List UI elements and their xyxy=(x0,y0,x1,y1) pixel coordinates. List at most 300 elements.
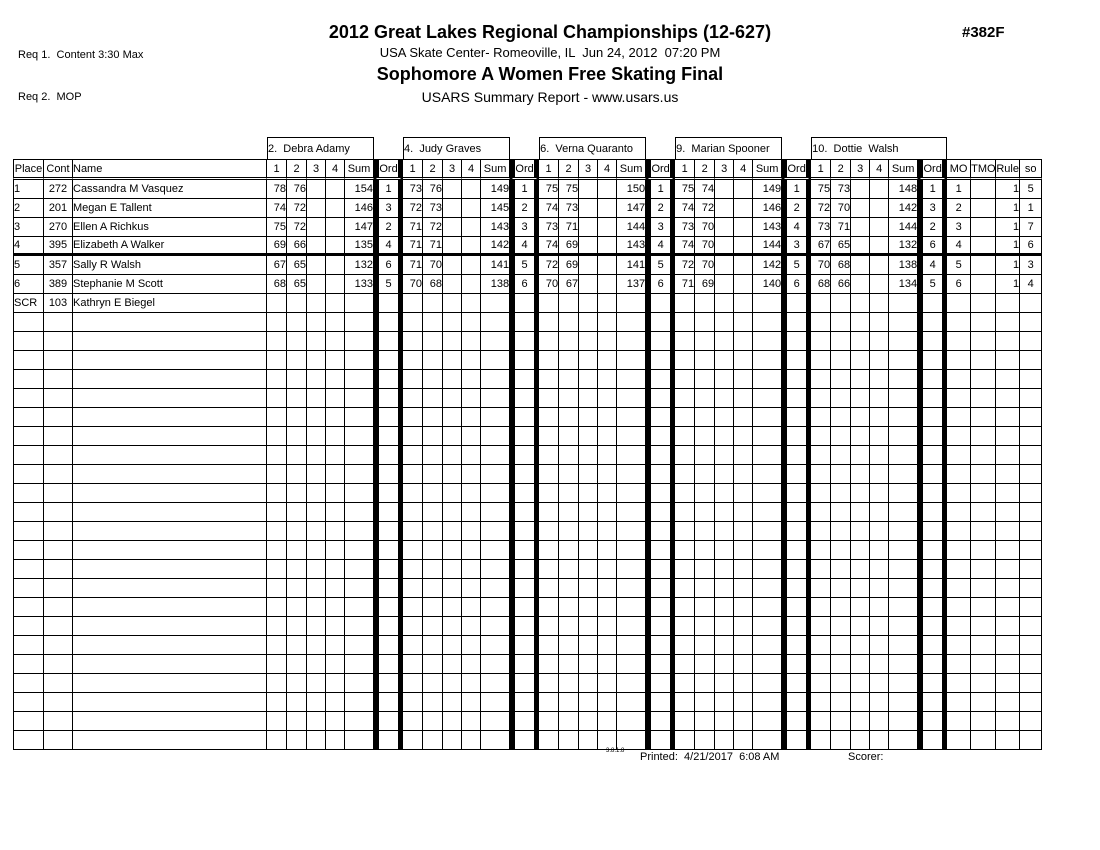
sum-cell xyxy=(481,351,510,370)
ordinal-cell xyxy=(918,313,947,332)
score-cell xyxy=(811,636,831,655)
rule-cell: 1 xyxy=(996,275,1020,294)
ordinal-cell: 1 xyxy=(646,180,675,199)
sum-cell xyxy=(889,389,918,408)
score-cell xyxy=(851,408,870,427)
score-cell xyxy=(734,294,753,313)
score-cell xyxy=(443,180,462,199)
score-cell xyxy=(559,351,579,370)
req-line-2: Req 2. MOP xyxy=(18,91,82,103)
sum-cell xyxy=(345,693,374,712)
score-cell xyxy=(598,655,617,674)
score-cell xyxy=(443,636,462,655)
score-cell xyxy=(831,294,851,313)
score-cell xyxy=(559,408,579,427)
score-cell xyxy=(715,427,734,446)
ordinal-cell xyxy=(374,712,403,731)
score-cell xyxy=(423,560,443,579)
tmo-cell xyxy=(971,389,996,408)
sum-cell: 142 xyxy=(481,237,510,256)
cont-number-cell: 201 xyxy=(44,199,73,218)
sum-cell xyxy=(481,712,510,731)
sum-cell: 149 xyxy=(753,180,782,199)
score-cell xyxy=(598,674,617,693)
score-cell xyxy=(598,712,617,731)
sum-cell xyxy=(753,332,782,351)
score-cell xyxy=(423,674,443,693)
score-cell xyxy=(326,579,345,598)
score-cell xyxy=(870,465,889,484)
score-cell xyxy=(287,389,307,408)
col-header-score: Sum xyxy=(345,159,374,180)
ordinal-cell: 4 xyxy=(646,237,675,256)
ordinal-cell xyxy=(510,389,539,408)
ordinal-cell: 2 xyxy=(510,199,539,218)
col-header-score: Sum xyxy=(889,159,918,180)
ordinal-cell xyxy=(646,636,675,655)
score-cell xyxy=(267,674,287,693)
rule-cell xyxy=(996,731,1020,750)
score-cell xyxy=(695,465,715,484)
score-cell xyxy=(695,427,715,446)
ordinal-cell: 1 xyxy=(374,180,403,199)
score-cell xyxy=(695,731,715,750)
score-cell xyxy=(267,332,287,351)
ordinal-cell xyxy=(510,427,539,446)
ordinal-cell xyxy=(510,560,539,579)
score-cell xyxy=(462,617,481,636)
score-cell: 70 xyxy=(811,256,831,275)
score-cell xyxy=(598,332,617,351)
rule-cell xyxy=(996,294,1020,313)
ordinal-cell xyxy=(646,408,675,427)
score-cell xyxy=(870,332,889,351)
score-cell: 72 xyxy=(403,199,423,218)
score-cell xyxy=(695,484,715,503)
ordinal-cell xyxy=(918,465,947,484)
score-cell: 68 xyxy=(423,275,443,294)
sum-cell xyxy=(889,522,918,541)
score-cell xyxy=(598,294,617,313)
score-cell xyxy=(851,598,870,617)
score-cell xyxy=(539,579,559,598)
sum-cell xyxy=(481,313,510,332)
ordinal-cell xyxy=(510,370,539,389)
score-cell xyxy=(443,218,462,237)
score-cell xyxy=(851,503,870,522)
score-cell xyxy=(307,465,326,484)
score-cell xyxy=(443,408,462,427)
score-cell xyxy=(403,427,423,446)
score-cell xyxy=(423,598,443,617)
place-cell xyxy=(13,693,44,712)
score-cell xyxy=(403,674,423,693)
score-cell xyxy=(579,218,598,237)
sum-cell xyxy=(889,636,918,655)
sum-cell: 144 xyxy=(889,218,918,237)
score-cell xyxy=(695,579,715,598)
score-cell xyxy=(267,313,287,332)
sum-cell xyxy=(345,484,374,503)
ordinal-cell: 4 xyxy=(782,218,811,237)
so-cell xyxy=(1020,731,1042,750)
score-cell: 73 xyxy=(403,180,423,199)
score-cell xyxy=(443,693,462,712)
score-cell xyxy=(307,275,326,294)
sum-cell xyxy=(481,579,510,598)
score-cell xyxy=(598,560,617,579)
score-cell xyxy=(831,674,851,693)
so-cell xyxy=(1020,636,1042,655)
rule-cell xyxy=(996,484,1020,503)
score-cell: 73 xyxy=(811,218,831,237)
score-cell xyxy=(326,256,345,275)
mo-cell xyxy=(947,674,971,693)
ordinal-cell xyxy=(374,598,403,617)
score-cell xyxy=(462,389,481,408)
score-cell xyxy=(598,180,617,199)
score-cell xyxy=(267,560,287,579)
header-spacer xyxy=(13,137,267,159)
score-cell xyxy=(403,560,423,579)
sum-cell xyxy=(617,693,646,712)
ordinal-cell xyxy=(918,408,947,427)
sum-cell: 144 xyxy=(617,218,646,237)
score-cell xyxy=(734,275,753,294)
skater-name-cell xyxy=(73,446,267,465)
tmo-cell xyxy=(971,370,996,389)
sum-cell xyxy=(481,465,510,484)
score-cell: 70 xyxy=(695,218,715,237)
col-header-tail: MO xyxy=(947,159,971,180)
score-cell xyxy=(851,313,870,332)
place-cell: 1 xyxy=(13,180,44,199)
sum-cell xyxy=(617,389,646,408)
tmo-cell xyxy=(971,636,996,655)
sum-cell xyxy=(481,427,510,446)
sum-cell xyxy=(753,446,782,465)
so-cell xyxy=(1020,503,1042,522)
championship-title: 2012 Great Lakes Regional Championships (12-627) xyxy=(328,22,772,42)
score-cell xyxy=(307,389,326,408)
score-cell xyxy=(559,731,579,750)
score-cell xyxy=(403,465,423,484)
score-cell xyxy=(403,693,423,712)
score-cell xyxy=(831,389,851,408)
score-cell xyxy=(403,617,423,636)
mo-cell: 5 xyxy=(947,256,971,275)
score-cell xyxy=(675,712,695,731)
ordinal-cell xyxy=(646,389,675,408)
score-cell xyxy=(443,389,462,408)
ordinal-cell xyxy=(374,522,403,541)
tmo-cell xyxy=(971,332,996,351)
score-cell xyxy=(870,237,889,256)
ordinal-cell: 5 xyxy=(510,256,539,275)
score-cell xyxy=(287,636,307,655)
score-cell xyxy=(579,256,598,275)
score-cell: 73 xyxy=(559,199,579,218)
report-type-line: USARS Summary Report - www.usars.us xyxy=(421,89,679,105)
score-cell xyxy=(539,389,559,408)
cont-number-cell xyxy=(44,465,73,484)
skater-name-cell: Elizabeth A Walker xyxy=(73,237,267,256)
score-cell xyxy=(695,408,715,427)
ordinal-cell xyxy=(510,294,539,313)
score-cell xyxy=(734,617,753,636)
score-cell xyxy=(715,237,734,256)
so-cell xyxy=(1020,465,1042,484)
score-cell xyxy=(539,522,559,541)
cont-number-cell xyxy=(44,674,73,693)
col-header-score: Sum xyxy=(753,159,782,180)
skater-name-cell xyxy=(73,427,267,446)
sum-cell xyxy=(345,579,374,598)
score-cell xyxy=(267,465,287,484)
mo-cell xyxy=(947,541,971,560)
score-cell xyxy=(851,427,870,446)
rule-cell xyxy=(996,655,1020,674)
score-cell xyxy=(851,332,870,351)
score-cell xyxy=(870,275,889,294)
score-cell xyxy=(326,294,345,313)
place-cell xyxy=(13,579,44,598)
sum-cell xyxy=(889,446,918,465)
score-cell xyxy=(831,313,851,332)
score-cell xyxy=(559,617,579,636)
col-header-score: 3 xyxy=(715,159,734,180)
rule-cell xyxy=(996,408,1020,427)
sum-cell xyxy=(345,712,374,731)
score-cell xyxy=(831,370,851,389)
rule-cell xyxy=(996,389,1020,408)
score-cell xyxy=(579,351,598,370)
col-header-tail: TMO xyxy=(971,159,996,180)
cont-number-cell xyxy=(44,408,73,427)
score-cell xyxy=(715,579,734,598)
score-cell xyxy=(851,351,870,370)
score-cell xyxy=(307,427,326,446)
score-cell: 70 xyxy=(695,237,715,256)
sum-cell: 138 xyxy=(481,275,510,294)
rule-cell xyxy=(996,636,1020,655)
sum-cell xyxy=(617,294,646,313)
score-cell xyxy=(267,579,287,598)
score-cell xyxy=(675,560,695,579)
score-cell xyxy=(326,275,345,294)
ordinal-cell xyxy=(918,541,947,560)
ordinal-cell xyxy=(646,731,675,750)
cont-number-cell xyxy=(44,598,73,617)
ordinal-cell xyxy=(510,313,539,332)
ordinal-cell: 1 xyxy=(510,180,539,199)
score-cell xyxy=(539,503,559,522)
score-cell xyxy=(267,636,287,655)
ordinal-cell xyxy=(646,579,675,598)
score-cell xyxy=(462,503,481,522)
score-cell xyxy=(326,674,345,693)
score-cell: 72 xyxy=(539,256,559,275)
ordinal-cell: 4 xyxy=(918,256,947,275)
score-cell xyxy=(734,313,753,332)
sum-cell xyxy=(481,370,510,389)
skater-name-cell xyxy=(73,693,267,712)
ordinal-cell xyxy=(374,294,403,313)
sum-cell xyxy=(345,503,374,522)
sum-cell: 133 xyxy=(345,275,374,294)
col-header-score: 3 xyxy=(851,159,870,180)
mo-cell xyxy=(947,465,971,484)
score-cell xyxy=(326,370,345,389)
score-cell xyxy=(462,218,481,237)
score-cell xyxy=(675,674,695,693)
score-cell xyxy=(598,351,617,370)
mo-cell xyxy=(947,617,971,636)
ordinal-cell xyxy=(782,370,811,389)
place-cell xyxy=(13,427,44,446)
score-cell xyxy=(870,294,889,313)
mo-cell xyxy=(947,427,971,446)
score-cell xyxy=(675,636,695,655)
col-header-tail: so xyxy=(1020,159,1042,180)
score-cell xyxy=(734,484,753,503)
score-cell xyxy=(423,351,443,370)
score-cell xyxy=(734,674,753,693)
score-cell xyxy=(851,541,870,560)
so-cell xyxy=(1020,408,1042,427)
skater-name-cell xyxy=(73,370,267,389)
score-cell xyxy=(403,598,423,617)
score-cell xyxy=(559,579,579,598)
score-cell xyxy=(579,541,598,560)
ordinal-cell xyxy=(510,636,539,655)
score-cell xyxy=(307,541,326,560)
score-cell xyxy=(715,408,734,427)
place-cell xyxy=(13,332,44,351)
col-header-score: 1 xyxy=(539,159,559,180)
score-cell xyxy=(831,560,851,579)
score-cell xyxy=(423,655,443,674)
skater-name-cell xyxy=(73,351,267,370)
score-cell xyxy=(307,294,326,313)
score-cell xyxy=(443,503,462,522)
tmo-cell xyxy=(971,579,996,598)
ordinal-cell xyxy=(782,617,811,636)
so-cell: 4 xyxy=(1020,275,1042,294)
mo-cell xyxy=(947,693,971,712)
ordinal-cell xyxy=(782,560,811,579)
score-cell xyxy=(734,332,753,351)
score-cell xyxy=(403,446,423,465)
score-cell: 71 xyxy=(403,237,423,256)
sum-cell xyxy=(617,332,646,351)
ordinal-cell xyxy=(918,503,947,522)
score-cell xyxy=(423,446,443,465)
score-cell xyxy=(403,579,423,598)
score-cell xyxy=(598,256,617,275)
sum-cell xyxy=(617,503,646,522)
ordinal-cell: 5 xyxy=(918,275,947,294)
score-cell xyxy=(695,351,715,370)
mo-cell xyxy=(947,484,971,503)
score-cell xyxy=(307,503,326,522)
place-cell: 6 xyxy=(13,275,44,294)
score-cell: 69 xyxy=(559,237,579,256)
score-cell xyxy=(579,522,598,541)
place-cell xyxy=(13,655,44,674)
score-cell xyxy=(559,693,579,712)
place-cell xyxy=(13,351,44,370)
score-cell xyxy=(443,199,462,218)
sum-cell xyxy=(889,332,918,351)
sum-cell: 137 xyxy=(617,275,646,294)
ordinal-cell xyxy=(782,731,811,750)
cont-number-cell xyxy=(44,313,73,332)
score-cell xyxy=(462,541,481,560)
score-cell xyxy=(811,655,831,674)
score-cell xyxy=(462,560,481,579)
score-cell xyxy=(598,389,617,408)
score-cell xyxy=(403,655,423,674)
ordinal-cell xyxy=(646,617,675,636)
sum-cell xyxy=(617,446,646,465)
ordinal-cell xyxy=(782,674,811,693)
score-cell xyxy=(443,427,462,446)
score-cell xyxy=(307,199,326,218)
score-cell xyxy=(715,313,734,332)
mo-cell xyxy=(947,579,971,598)
score-cell xyxy=(403,332,423,351)
score-cell xyxy=(734,655,753,674)
score-cell xyxy=(443,712,462,731)
score-cell xyxy=(831,408,851,427)
col-header-score: 2 xyxy=(559,159,579,180)
skater-name-cell xyxy=(73,636,267,655)
score-cell: 70 xyxy=(403,275,423,294)
ordinal-cell xyxy=(374,579,403,598)
score-cell xyxy=(734,522,753,541)
so-cell xyxy=(1020,598,1042,617)
score-cell xyxy=(539,427,559,446)
score-cell xyxy=(675,313,695,332)
score-cell xyxy=(715,560,734,579)
score-cell xyxy=(287,731,307,750)
col-header-score: 1 xyxy=(403,159,423,180)
ordinal-cell xyxy=(374,465,403,484)
score-cell xyxy=(831,522,851,541)
skater-name-cell: Megan E Tallent xyxy=(73,199,267,218)
sum-cell xyxy=(617,541,646,560)
score-cell xyxy=(267,541,287,560)
score-cell: 72 xyxy=(287,199,307,218)
score-cell xyxy=(559,674,579,693)
score-cell xyxy=(443,560,462,579)
score-cell xyxy=(579,446,598,465)
score-cell xyxy=(695,332,715,351)
score-cell xyxy=(598,218,617,237)
mo-cell xyxy=(947,731,971,750)
score-cell xyxy=(675,579,695,598)
sum-cell xyxy=(481,332,510,351)
score-cell xyxy=(811,617,831,636)
tmo-cell xyxy=(971,484,996,503)
score-cell xyxy=(403,712,423,731)
ordinal-cell xyxy=(646,541,675,560)
score-cell xyxy=(811,313,831,332)
tmo-cell xyxy=(971,674,996,693)
score-cell: 70 xyxy=(423,256,443,275)
score-cell xyxy=(675,503,695,522)
